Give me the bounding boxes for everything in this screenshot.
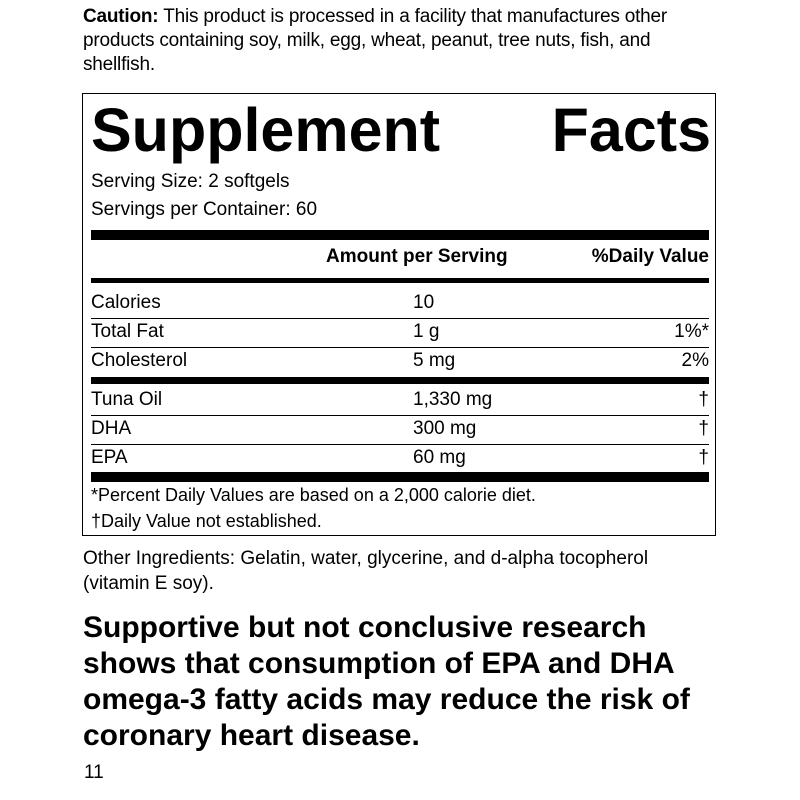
table-row bbox=[91, 318, 709, 346]
table-row bbox=[91, 444, 709, 472]
serving-info bbox=[91, 168, 317, 224]
row-amount: 5 mg bbox=[413, 350, 456, 371]
footnote-dagger: †Daily Value not established. bbox=[91, 511, 322, 531]
section-divider bbox=[91, 377, 709, 384]
caution-text: This product is processed in a facility that manufactures other products containing soy, milk, egg, wheat, peanut, tree nuts, fish, and shellfish. bbox=[83, 6, 668, 75]
row-name: Tuna Oil bbox=[91, 389, 163, 410]
row-dv: 1%* bbox=[674, 321, 709, 342]
medium-divider bbox=[91, 278, 709, 283]
row-name: EPA bbox=[91, 447, 128, 468]
row-dv: † bbox=[698, 418, 709, 439]
header-amount: Amount per Serving bbox=[326, 246, 508, 267]
row-dv: 2% bbox=[681, 350, 709, 371]
servings-per-container: Servings per Container: 60 bbox=[91, 199, 318, 220]
row-name: Cholesterol bbox=[91, 350, 188, 371]
row-name: Total Fat bbox=[91, 321, 164, 342]
row-dv: † bbox=[698, 389, 709, 410]
facts-title-word2: Facts bbox=[551, 96, 711, 164]
thick-divider bbox=[91, 230, 709, 240]
other-ingredients: Other Ingredients: Gelatin, water, glycerine, and d-alpha tocopherol (vitamin E soy). bbox=[83, 548, 649, 594]
row-name: Calories bbox=[91, 292, 161, 313]
table-row bbox=[91, 415, 709, 443]
row-amount: 300 mg bbox=[413, 418, 477, 439]
page-number: 11 bbox=[84, 762, 104, 783]
row-amount: 10 bbox=[413, 292, 435, 313]
column-header bbox=[91, 242, 709, 274]
caution-statement bbox=[83, 5, 723, 77]
row-amount: 1,330 mg bbox=[413, 389, 493, 410]
row-amount: 60 mg bbox=[413, 447, 466, 468]
footnote-percent-dv: *Percent Daily Values are based on a 2,000 calorie diet. bbox=[91, 485, 536, 505]
header-daily-value: %Daily Value bbox=[591, 246, 709, 267]
caution-label: Caution: bbox=[83, 6, 159, 27]
facts-title bbox=[91, 94, 711, 166]
serving-size: Serving Size: 2 softgels bbox=[91, 171, 290, 192]
table-row bbox=[91, 289, 709, 317]
supplement-facts-panel bbox=[82, 93, 716, 536]
row-dv: † bbox=[698, 447, 709, 468]
bottom-divider bbox=[91, 472, 709, 482]
row-amount: 1 g bbox=[413, 321, 440, 342]
table-row bbox=[91, 347, 709, 375]
row-name: DHA bbox=[91, 418, 132, 439]
health-claim: Supportive but not conclusive research shows that consumption of EPA and DHA omega-3 fatty acids may reduce the risk of coronary heart disease. bbox=[83, 611, 690, 752]
facts-title-word1: Supplement bbox=[91, 96, 441, 164]
table-row bbox=[91, 386, 709, 414]
